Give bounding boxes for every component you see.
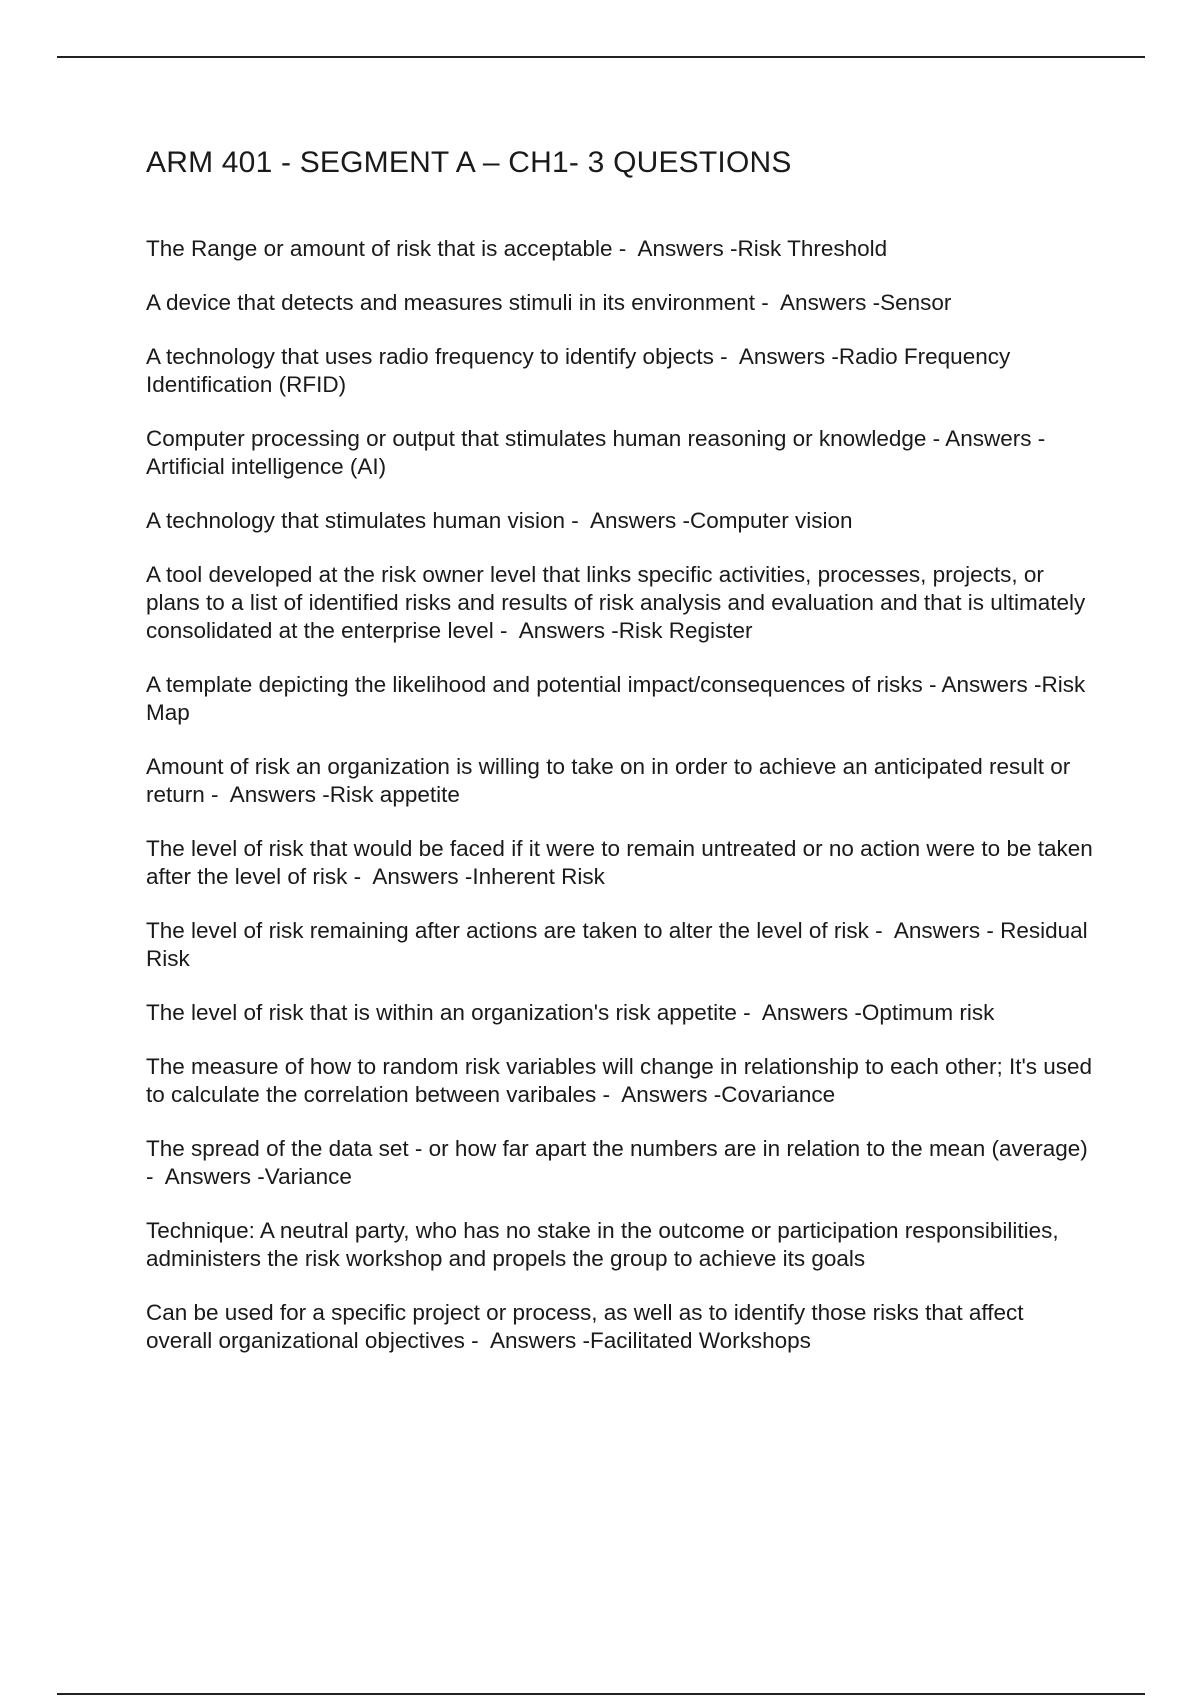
bottom-rule — [57, 1693, 1145, 1695]
qa-item: Can be used for a specific project or process, as well as to identify those risks that affect overall organizational objectives - Answers -Facilitated Workshops — [146, 1300, 1030, 1353]
qa-item: The level of risk that is within an organization's risk appetite - Answers -Optimum risk — [146, 1000, 995, 1025]
qa-item: The measure of how to random risk variables will change in relationship to each other; It's used to calculate the correlation between varibales - Answers -Covariance — [146, 1054, 1099, 1107]
qa-item: The spread of the data set - or how far apart the numbers are in relation to the mean (average) - Answers -Variance — [146, 1136, 1095, 1189]
qa-item: A tool developed at the risk owner level that links specific activities, processes, projects, or plans to a list of identified risks and results of risk analysis and evaluation and that is ultimately consolidated at the enterprise level - Answers -Risk Register — [146, 562, 1092, 643]
page-title: ARM 401 - SEGMENT A – CH1- 3 QUESTIONS — [146, 146, 792, 179]
document-body — [146, 143, 1100, 1381]
qa-item: The level of risk remaining after actions are taken to alter the level of risk - Answers - Residual Risk — [146, 918, 1094, 971]
qa-item: The level of risk that would be faced if it were to remain untreated or no action were to be taken after the level of risk - Answers -Inherent Risk — [146, 836, 1100, 889]
qa-item: A technology that stimulates human vision - Answers -Computer vision — [146, 508, 853, 533]
qa-item: A template depicting the likelihood and potential impact/consequences of risks - Answers -Risk Map — [146, 672, 1092, 725]
qa-item: Amount of risk an organization is willing to take on in order to achieve an anticipated result or return - Answers -Risk appetite — [146, 754, 1077, 807]
top-rule — [57, 56, 1145, 58]
qa-item: A device that detects and measures stimuli in its environment - Answers -Sensor — [146, 290, 952, 315]
qa-list — [146, 235, 1100, 1355]
qa-item: The Range or amount of risk that is acceptable - Answers -Risk Threshold — [146, 236, 888, 261]
qa-item: A technology that uses radio frequency to identify objects - Answers -Radio Frequency Identification (RFID) — [146, 344, 1017, 397]
qa-item: Technique: A neutral party, who has no stake in the outcome or participation responsibilities, administers the risk workshop and propels the group to achieve its goals — [146, 1218, 1065, 1271]
qa-item: Computer processing or output that stimulates human reasoning or knowledge - Answers -Artificial intelligence (AI) — [146, 426, 1046, 479]
